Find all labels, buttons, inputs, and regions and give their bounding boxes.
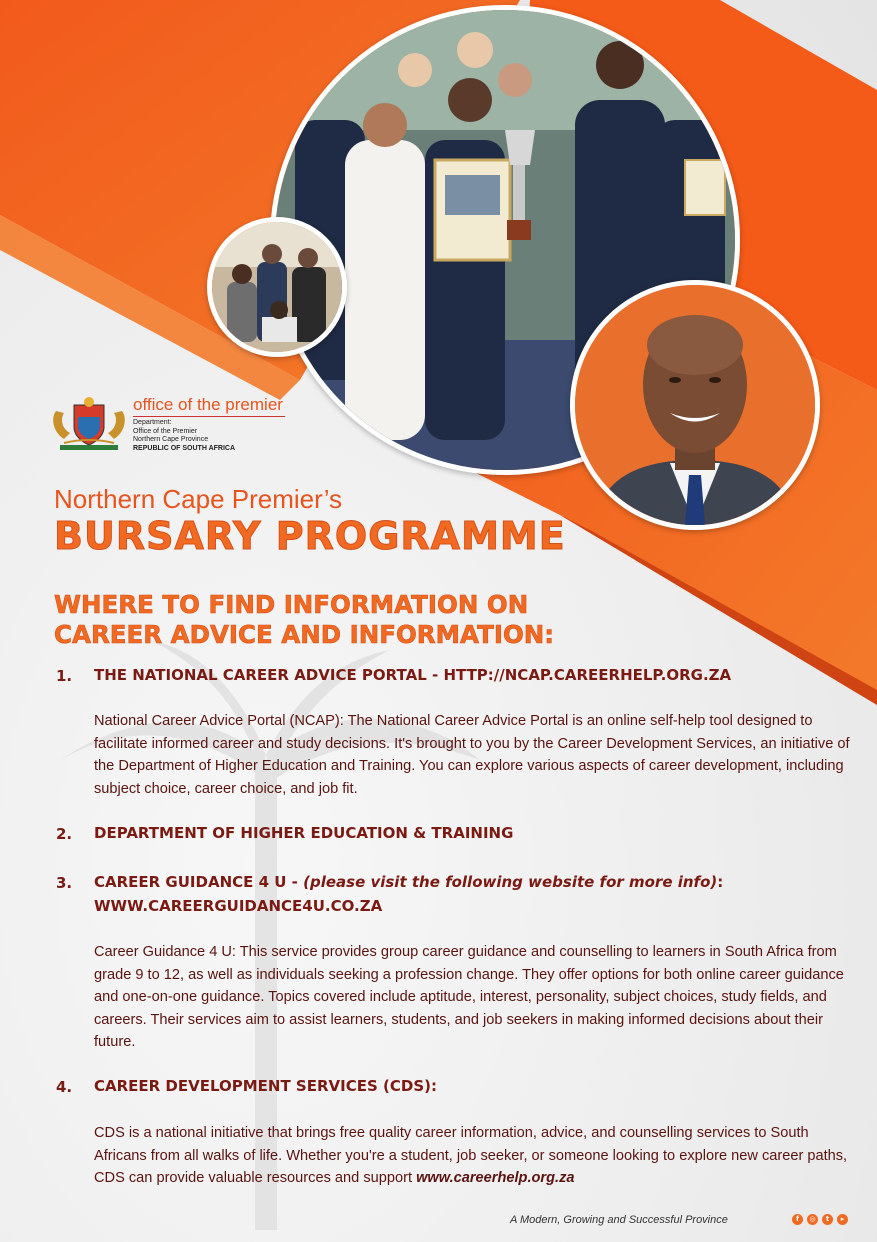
logo-line-department: Department: — [133, 419, 172, 426]
section-heading — [54, 590, 554, 650]
learners-photo — [207, 217, 347, 357]
item-3-heading-note: (please visit the following website for more info) — [303, 873, 718, 891]
item-4-heading: CAREER DEVELOPMENT SERVICES (CDS): — [94, 1077, 437, 1095]
item-1-heading: THE NATIONAL CAREER ADVICE PORTAL - HTTP://NCAP.CAREERHELP.ORG.ZA — [94, 666, 732, 684]
item-3-heading — [94, 870, 723, 918]
logo-title: office of the premier — [133, 395, 283, 414]
logo-line-office: Office of the Premier — [133, 427, 198, 435]
premier-portrait — [570, 280, 820, 530]
office-of-the-premier-logo — [50, 393, 290, 453]
item-3-heading-title: CAREER GUIDANCE 4 U - — [94, 873, 304, 891]
item-3-number: 3. — [56, 874, 73, 892]
item-3-website[interactable]: WWW.CAREERGUIDANCE4U.CO.ZA — [94, 897, 383, 915]
twitter-icon[interactable]: t — [822, 1214, 833, 1225]
logo-department — [133, 419, 235, 453]
item-3-heading-colon: : — [717, 873, 724, 891]
programme-title: BURSARY PROGRAMME — [54, 514, 566, 558]
social-icons — [792, 1214, 848, 1225]
item-4-number: 4. — [56, 1078, 73, 1096]
instagram-icon[interactable]: ◎ — [807, 1214, 818, 1225]
logo-divider — [133, 416, 285, 417]
section-heading-line1: WHERE TO FIND INFORMATION ON — [54, 590, 529, 619]
section-heading-line2: CAREER ADVICE AND INFORMATION: — [54, 620, 555, 649]
coat-of-arms-icon — [50, 393, 128, 453]
item-2-heading: DEPARTMENT OF HIGHER EDUCATION & TRAINING — [94, 824, 514, 842]
footer-tagline: A Modern, Growing and Successful Province — [510, 1214, 728, 1226]
logo-line-province: Northern Cape Province — [133, 436, 209, 443]
item-2-number: 2. — [56, 825, 73, 843]
youtube-icon[interactable]: ▸ — [837, 1214, 848, 1225]
item-4-body — [94, 1122, 854, 1190]
programme-subtitle: Northern Cape Premier’s — [54, 484, 343, 514]
item-4-body-text: CDS is a national initiative that brings free quality career information, advice, and counselling services to South Africans from all walks of life. Whether you're a student, job seeker, or someone looking to explore new career paths, CDS can provide valuable resources and support — [94, 1125, 848, 1186]
item-3-body: Career Guidance 4 U: This service provides group career guidance and counselling to learners in South Africa from grade 9 to 12, as well as individuals seeking a profession change. They offer options for both online career guidance and one-on-one guidance. Topics covered include aptitude, interest, personality, subject choices, study fields, and careers. Their services aim to assist learners, students, and job seekers in making informed decisions about their future. — [94, 944, 844, 1050]
item-4-link[interactable]: www.careerhelp.org.za — [416, 1170, 575, 1186]
facebook-icon[interactable]: f — [792, 1214, 803, 1225]
item-1-number: 1. — [56, 667, 73, 685]
logo-line-country: REPUBLIC OF SOUTH AFRICA — [133, 444, 236, 452]
item-1-body: National Career Advice Portal (NCAP): The National Career Advice Portal is an online self-help tool designed to facilitate informed career and study decisions. It's brought to you by the Career Development Services, an initiative of the Department of Higher Education and Training. You can explore various aspects of career development, including subject choice, career choice, and job fit. — [94, 713, 850, 797]
